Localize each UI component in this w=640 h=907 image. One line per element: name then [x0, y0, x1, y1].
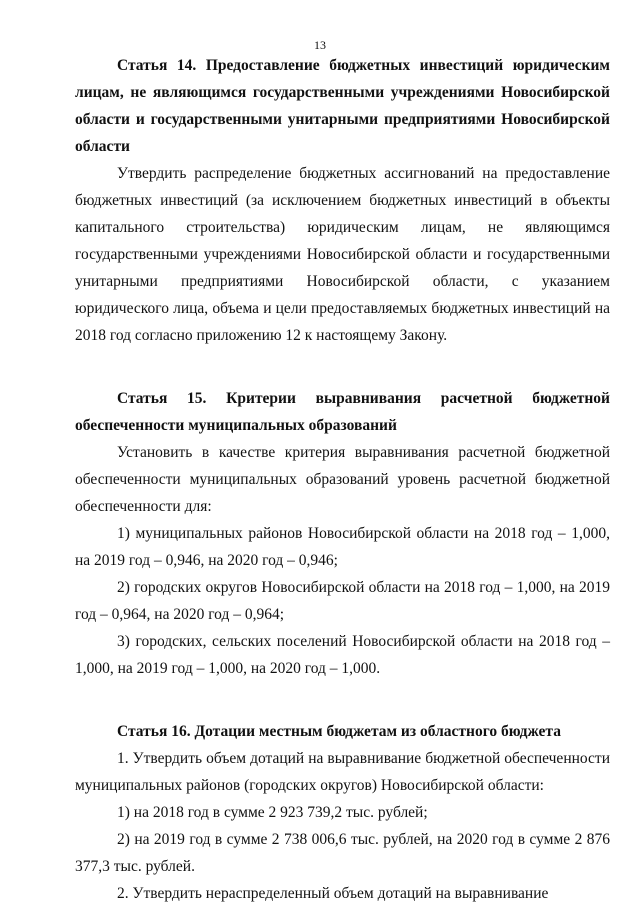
document-body — [75, 52, 610, 907]
article-14-heading: Статья 14. Предоставление бюджетных инвестиций юридическим лицам, не являющимся государственными учреждениями Новосибирской области и государственными унитарными предприятиями Новосибирской области — [75, 57, 610, 155]
article-15-item-1: 1) муниципальных районов Новосибирской области на 2018 год – 1,000, на 2019 год – 0,946, на 2020 год – 0,946; — [75, 525, 610, 569]
article-15-item-3: 3) городских, сельских поселений Новосибирской области на 2018 год – 1,000, на 2019 год – 1,000, на 2020 год – 1,000. — [75, 633, 610, 677]
article-15-item-2: 2) городских округов Новосибирской области на 2018 год – 1,000, на 2019 год – 0,964, на 2020 год – 0,964; — [75, 579, 610, 623]
page-number: 13 — [314, 38, 326, 52]
article-16-paragraph-1: 1. Утвердить объем дотаций на выравнивание бюджетной обеспеченности муниципальных районов (городских округов) Новосибирской области: — [75, 750, 610, 794]
article-14-paragraph-1: Утвердить распределение бюджетных ассигнований на предоставление бюджетных инвестиций (за исключением бюджетных инвестиций в объекты капитального строительства) юридическим лицам, не являющимся государственными учреждениями Новосибирской области и государственными унитарными предприятиями Новосибирской области, с указанием юридического лица, объема и цели предоставляемых бюджетных инвестиций на 2018 год согласно приложению 12 к настоящему Закону. — [75, 165, 610, 344]
article-16-heading: Статья 16. Дотации местным бюджетам из областного бюджета — [117, 723, 561, 740]
article-15-heading: Статья 15. Критерии выравнивания расчетной бюджетной обеспеченности муниципальных образований — [75, 390, 610, 434]
article-16-paragraph-2: 2. Утвердить нераспределенный объем дотаций на выравнивание — [117, 885, 549, 902]
article-16-item-1: 1) на 2018 год в сумме 2 923 739,2 тыс. рублей; — [117, 804, 428, 821]
article-15-paragraph-1: Установить в качестве критерия выравнивания расчетной бюджетной обеспеченности муниципальных образований уровень расчетной бюджетной обеспеченности для: — [75, 444, 610, 515]
article-16-item-2: 2) на 2019 год в сумме 2 738 006,6 тыс. рублей, на 2020 год в сумме 2 876 377,3 тыс. рублей. — [75, 831, 610, 875]
